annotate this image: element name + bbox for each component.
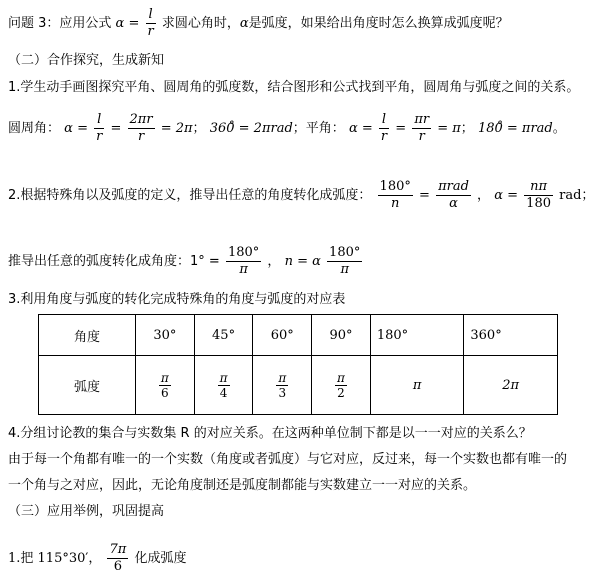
fraction-pi-over-2 [335,371,347,400]
alpha-symbol: α [494,188,503,203]
angle-radian-table [38,314,558,415]
alpha-symbol: α [115,16,125,31]
example-1-suffix: 化成弧度 [134,551,187,566]
fraction-numerator: 180° [379,179,411,194]
fraction-numerator: π [219,370,228,385]
fraction-numerator: π [278,370,287,385]
comma: ， [267,254,281,269]
fraction-2pir-over-r [128,112,155,145]
item-2 [8,179,594,212]
fraction-numerator: 2πr [129,112,153,127]
fraction-denominator: n [391,196,400,211]
radian-cell [312,356,371,415]
degree-cell: 180° [370,315,464,356]
fraction-numerator: l [146,7,156,24]
equals-pi: = π [437,121,461,136]
table-row-radians [39,356,558,415]
label-round-angle: 圆周角： [8,121,61,136]
fraction-pirad-over-alpha [436,179,471,212]
formula-round-flat [8,112,566,145]
equals-sign: = [297,254,308,269]
question-3-suffix-2: 是弧度，如果给出角度时怎么换算成弧度呢？ [248,16,509,31]
table-row-degrees [39,315,558,356]
fraction-denominator: α [449,196,458,211]
radian-cell: 2π [464,356,558,415]
fraction-denominator: 2 [337,385,345,400]
question-3-suffix: 求圆心角时， [161,16,240,31]
item-2-text: 2.根据特殊角以及弧度的定义，推导出任意的角度转化成弧度： [8,188,372,203]
fraction-numerator: π [160,370,169,385]
fraction-denominator: 180 [526,196,551,211]
degree-cell: 360° [464,315,558,356]
equals-sign: = [110,121,122,136]
equals-sign: = [419,188,430,203]
comma: ， [477,188,491,203]
degree-cell: 45° [194,315,253,356]
fraction-pir-over-r [412,112,431,145]
fraction-denominator: r [137,129,145,144]
semicolon: ； [460,121,474,136]
fraction-numerator: 7π [109,542,127,557]
degree-cell: 30° [136,315,195,356]
fraction-pi-over-4 [218,371,230,400]
deg-360-eq: 360̊ = 2πrad [209,121,293,136]
degree-cell: 90° [312,315,371,356]
example-1-text: 1.把 115°30′， [8,551,102,566]
item-2b [8,245,364,278]
fraction-numerator: nπ [524,179,553,196]
equals-sign: = [361,121,373,136]
equals-sign: = [77,121,88,136]
fraction-pi-over-3 [276,371,288,400]
fraction-180-over-pi [226,245,261,278]
alpha-symbol: α [239,16,249,31]
fraction-denominator: 4 [219,385,228,400]
fraction-numerator: π [337,370,345,385]
paragraph-line-2: 一个角与之对应，因此，无论角度制还是弧度制都能与实数建立一一对应的关系。 [8,478,477,493]
fraction-numerator: πrad [438,179,469,194]
fraction-denominator: r [418,129,425,144]
label-flat-angle: ；平角： [292,121,345,136]
semicolon: ； [192,121,206,136]
fraction-denominator: r [380,129,388,144]
fraction-denominator: r [96,129,103,144]
fraction-180-over-n [378,179,413,212]
alpha-symbol: α [64,121,73,136]
item-2b-text: 推导出任意的弧度转化成角度：1° = [8,254,220,269]
example-1 [8,542,186,575]
fraction-npi-over-180 [524,179,553,212]
fraction-180-over-pi [327,245,362,278]
unit-rad: rad； [559,188,595,203]
deg-180-eq: 180̊ = πrad [477,121,553,136]
section-3-title: （三）应用举例，巩固提高 [8,504,165,519]
radian-cell: π [370,356,464,415]
question-3 [8,7,509,40]
equals-2pi: = 2π [160,121,193,136]
fraction-l-over-r [94,112,104,145]
fraction-numerator: πr [414,112,430,127]
n-symbol: n [284,254,293,269]
radian-cell [194,356,253,415]
alpha-symbol: α [348,121,358,136]
item-3: 3.利用角度与弧度的转化完成特殊角的角度与弧度的对应表 [8,292,346,307]
alpha-symbol: α [312,254,321,269]
question-3-prefix: 问题 3：应用公式 [8,16,112,31]
fraction-numerator: 180° [227,245,260,260]
equals-sign: = [395,121,407,136]
period: 。 [552,121,566,136]
paragraph-line-1: 由于每一个角都有唯一的一个实数（角度或者弧度）与它对应，反过来，每一个实数也都有唯一的 [8,452,568,467]
fraction-numerator: 180° [329,245,361,260]
fraction-l-over-r [379,112,389,145]
item-1: 1.学生动手画图探究平角、圆周角的弧度数，结合图形和公式找到平角，圆周角与弧度之间的关系。 [8,80,580,95]
equals-sign: = [507,188,519,203]
fraction-7pi-over-6 [107,542,128,575]
row-label-degree: 角度 [39,315,136,356]
radian-cell [253,356,312,415]
fraction-denominator: r [147,24,154,39]
item-4: 4.分组讨论教的集合与实数集 R 的对应关系。在这两种单位制下都是以一一对应的关系么？ [8,426,532,441]
equals-sign: = [128,16,140,31]
fraction-denominator: π [239,262,248,277]
fraction-l-over-r [146,7,156,40]
fraction-denominator: π [340,262,349,277]
fraction-pi-over-6 [159,371,171,400]
fraction-numerator: l [379,112,389,129]
fraction-denominator: 6 [161,385,169,400]
fraction-denominator: 6 [113,559,123,574]
radian-cell [136,356,195,415]
fraction-numerator: l [94,112,104,129]
fraction-denominator: 3 [278,385,287,400]
row-label-radian: 弧度 [39,356,136,415]
degree-cell: 60° [253,315,312,356]
section-2-title: （二）合作探究，生成新知 [8,53,165,68]
